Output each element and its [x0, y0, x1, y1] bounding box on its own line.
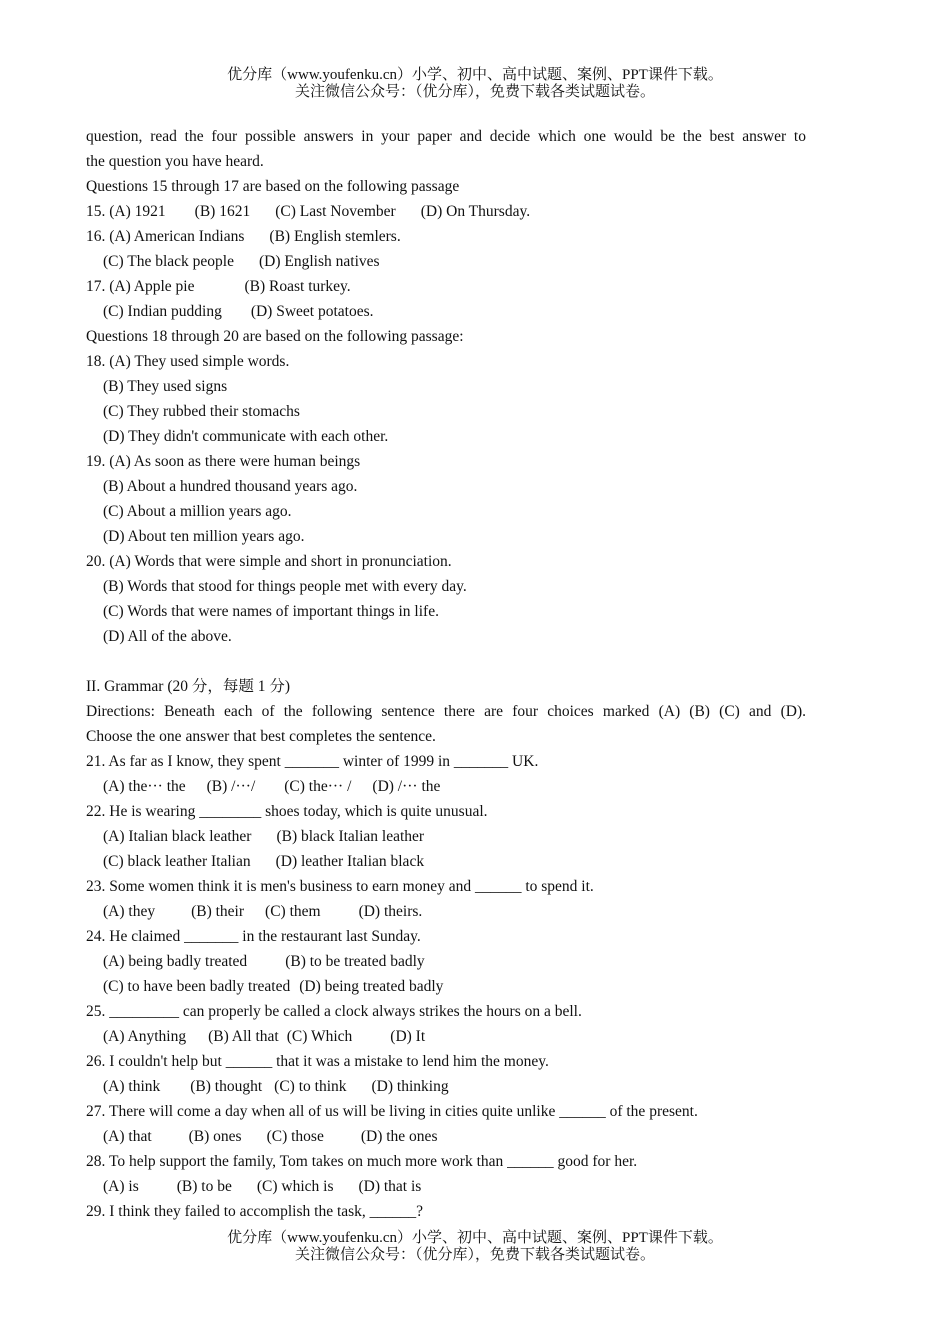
question-26-stem: 26. I couldn't help but ______ that it was a mistake to lend him the money. — [86, 1053, 549, 1070]
question-19 — [86, 449, 806, 474]
question-22-option-b: (B) black Italian leather — [276, 828, 425, 845]
question-19-option-d: (D) About ten million years ago. — [103, 528, 305, 545]
question-15-option-a: (A) 1921 — [109, 203, 166, 220]
question-16-option-b: (B) English stemlers. — [269, 228, 401, 245]
question-27-stem: 27. There will come a day when all of us will be living in cities quite unlike ______ of the present. — [86, 1103, 698, 1120]
question-18-number: 18. — [86, 353, 106, 370]
question-26-option-a: (A) think — [103, 1078, 161, 1095]
question-19-option-a: (A) As soon as there were human beings — [109, 453, 361, 470]
question-20-option-d: (D) All of the above. — [103, 628, 232, 645]
question-15-option-d: (D) On Thursday. — [420, 203, 531, 220]
question-28-option-d: (D) that is — [358, 1178, 422, 1195]
question-18-option-c: (C) They rubbed their stomachs — [103, 403, 300, 420]
question-16-option-c: (C) The black people — [103, 253, 234, 270]
question-22-stem: 22. He is wearing ________ shoes today, which is quite unusual. — [86, 803, 488, 820]
page-footer — [0, 1230, 950, 1264]
page-header — [0, 67, 950, 101]
question-29-stem: 29. I think they failed to accomplish the task, ______? — [86, 1203, 424, 1220]
question-25-option-b: (B) All that — [208, 1028, 279, 1045]
question-24-option-a: (A) being badly treated — [103, 953, 248, 970]
passage-1-heading: Questions 15 through 17 are based on the following passage — [86, 178, 460, 195]
question-24-options-row-2 — [86, 974, 806, 999]
question-17-number: 17. — [86, 278, 106, 295]
question-27-option-a: (A) that — [103, 1128, 152, 1145]
header-line-2: 关注微信公众号：（优分库），免费下载各类试题试卷。 — [294, 84, 655, 100]
question-20-option-c: (C) Words that were names of important things in life. — [103, 603, 439, 620]
question-26-options — [86, 1074, 806, 1099]
question-27-options — [86, 1124, 806, 1149]
section-spacer — [86, 649, 806, 674]
question-17 — [86, 274, 806, 299]
question-23-options — [86, 899, 806, 924]
question-19-option-b: (B) About a hundred thousand years ago. — [103, 478, 358, 495]
header-line-1: 优分库（www.youfenku.cn）小学、初中、高中试题、案例、PPT课件下载。 — [227, 67, 723, 83]
question-22-option-a: (A) Italian black leather — [103, 828, 252, 845]
question-24-option-b: (B) to be treated badly — [285, 953, 425, 970]
question-15-number: 15. — [86, 203, 106, 220]
question-18 — [86, 349, 806, 374]
question-27-option-d: (D) the ones — [360, 1128, 438, 1145]
question-21-stem: 21. As far as I know, they spent _______ winter of 1999 in _______ UK. — [86, 753, 539, 770]
question-21-option-d: (D) /··· the — [372, 778, 441, 795]
question-20-option-a: (A) Words that were simple and short in pronunciation. — [109, 553, 452, 570]
question-23-option-a: (A) they — [103, 903, 156, 920]
listening-intro-line-2: the question you have heard. — [86, 153, 264, 170]
question-26-option-d: (D) thinking — [371, 1078, 449, 1095]
question-18-option-d: (D) They didn't communicate with each other. — [103, 428, 389, 445]
question-21-option-c: (C) the··· / — [284, 778, 352, 795]
question-27-option-b: (B) ones — [188, 1128, 242, 1145]
question-22-option-c: (C) black leather Italian — [103, 853, 251, 870]
question-16 — [86, 224, 806, 249]
question-25-option-a: (A) Anything — [103, 1028, 187, 1045]
question-28-option-a: (A) is — [103, 1178, 139, 1195]
grammar-heading: II. Grammar (20 分，每题 1 分) — [86, 678, 291, 695]
question-23-stem: 23. Some women think it is men's business to earn money and ______ to spend it. — [86, 878, 594, 895]
question-22-option-d: (D) leather Italian black — [275, 853, 425, 870]
question-21-options — [86, 774, 806, 799]
question-28-option-b: (B) to be — [176, 1178, 232, 1195]
question-24-option-d: (D) being treated badly — [299, 978, 444, 995]
question-25-options — [86, 1024, 806, 1049]
question-15-option-c: (C) Last November — [275, 203, 396, 220]
exam-content — [86, 124, 806, 1224]
question-23-option-c: (C) them — [265, 903, 321, 920]
question-24-options-row-1 — [86, 949, 806, 974]
question-19-number: 19. — [86, 453, 106, 470]
question-23-option-d: (D) theirs. — [358, 903, 423, 920]
question-24-stem: 24. He claimed _______ in the restaurant last Sunday. — [86, 928, 421, 945]
question-20-option-b: (B) Words that stood for things people met with every day. — [103, 578, 467, 595]
question-20 — [86, 549, 806, 574]
question-19-option-c: (C) About a million years ago. — [103, 503, 292, 520]
question-18-option-b: (B) They used signs — [103, 378, 228, 395]
grammar-directions-line-1: Directions: Beneath each of the following sentence there are four choices marked (A) (B) (C) and (D). — [86, 703, 806, 720]
question-25-option-d: (D) It — [390, 1028, 426, 1045]
question-25-option-c: (C) Which — [286, 1028, 353, 1045]
question-22-options-row-2 — [86, 849, 806, 874]
question-27-option-c: (C) those — [266, 1128, 324, 1145]
listening-intro-line-1: question, read the four possible answers in your paper and decide which one would be the best answer to — [86, 128, 806, 145]
question-23-option-b: (B) their — [191, 903, 245, 920]
question-15-option-b: (B) 1621 — [194, 203, 251, 220]
question-21-option-b: (B) /···/ — [206, 778, 256, 795]
question-26-option-b: (B) thought — [190, 1078, 263, 1095]
question-17-option-b: (B) Roast turkey. — [244, 278, 351, 295]
question-24-option-c: (C) to have been badly treated — [103, 978, 291, 995]
question-15 — [86, 199, 806, 224]
question-16-row-2 — [86, 249, 806, 274]
footer-line-2: 关注微信公众号：（优分库），免费下载各类试题试卷。 — [294, 1247, 655, 1263]
passage-2-heading: Questions 18 through 20 are based on the following passage: — [86, 328, 464, 345]
question-16-number: 16. — [86, 228, 106, 245]
question-17-option-a: (A) Apple pie — [109, 278, 195, 295]
question-28-options — [86, 1174, 806, 1199]
question-16-option-a: (A) American Indians — [109, 228, 245, 245]
question-16-option-d: (D) English natives — [259, 253, 380, 270]
question-18-option-a: (A) They used simple words. — [109, 353, 290, 370]
question-25-stem: 25. _________ can properly be called a clock always strikes the hours on a bell. — [86, 1003, 582, 1020]
question-22-options-row-1 — [86, 824, 806, 849]
question-17-option-c: (C) Indian pudding — [103, 303, 222, 320]
question-28-option-c: (C) which is — [256, 1178, 334, 1195]
question-26-option-c: (C) to think — [274, 1078, 347, 1095]
grammar-directions-line-2: Choose the one answer that best completes the sentence. — [86, 728, 436, 745]
question-20-number: 20. — [86, 553, 106, 570]
question-17-option-d: (D) Sweet potatoes. — [250, 303, 374, 320]
footer-line-1: 优分库（www.youfenku.cn）小学、初中、高中试题、案例、PPT课件下载。 — [227, 1230, 723, 1246]
question-21-option-a: (A) the··· the — [103, 778, 186, 795]
question-28-stem: 28. To help support the family, Tom takes on much more work than ______ good for her. — [86, 1153, 638, 1170]
question-17-row-2 — [86, 299, 806, 324]
